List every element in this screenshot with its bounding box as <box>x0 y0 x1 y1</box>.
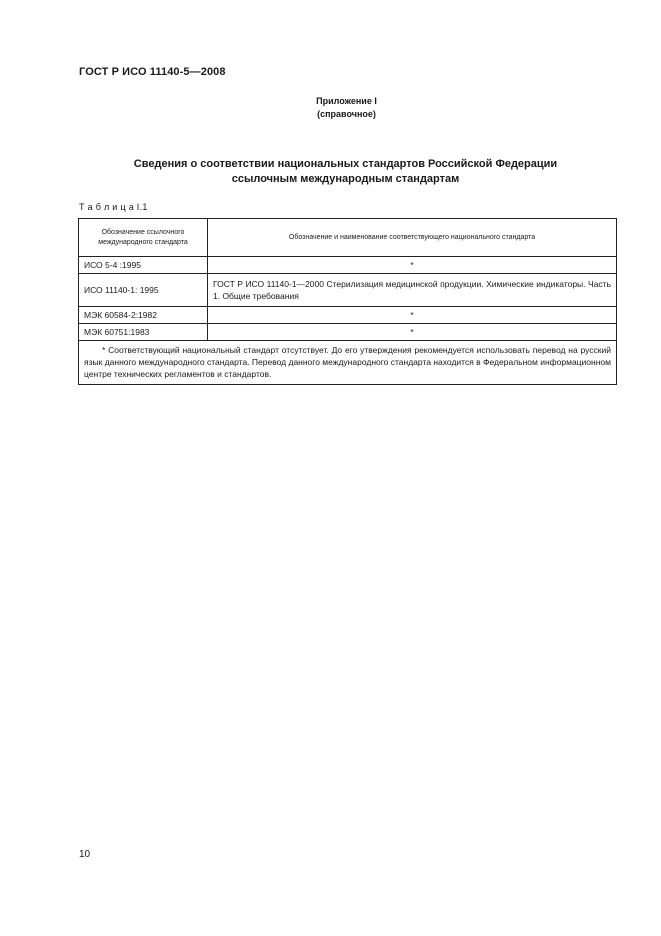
column-header-national: Обозначение и наименование соответствующего национального стандарта <box>208 219 617 257</box>
section-title-line-2: ссылочным международным стандартам <box>231 173 460 185</box>
appendix-title: Приложение I <box>316 96 377 106</box>
table-row <box>79 257 617 274</box>
standards-table <box>78 218 617 385</box>
table-header-row <box>79 219 617 257</box>
national-standard-cell: * <box>208 257 617 274</box>
page-number: 10 <box>79 849 91 860</box>
international-standard-cell: ИСО 5-4 :1995 <box>79 257 208 274</box>
international-standard-cell: ИСО 11140-1: 1995 <box>79 274 208 307</box>
column-header-international: Обозначение ссылочного международного стандарта <box>79 219 208 257</box>
table-row <box>79 324 617 341</box>
national-standard-cell: ГОСТ Р ИСО 11140-1—2000 Стерилизация медицинской продукции. Химические индикаторы. Часть 1. Общие требования <box>208 274 617 307</box>
international-standard-cell: МЭК 60584-2:1982 <box>79 307 208 324</box>
national-standard-cell: * <box>208 307 617 324</box>
national-standard-cell: * <box>208 324 617 341</box>
table-footnote-text: * Соответствующий национальный стандарт отсутствует. До его утверждения рекомендуется использовать перевод на русский язык данного международного стандарта. Перевод данного международного стандарта находится в Федеральном информационном центре технических регламентов и стандартов. <box>84 345 611 379</box>
appendix-heading <box>0 95 661 121</box>
table-footnote-row <box>79 341 617 385</box>
table-row <box>79 274 617 307</box>
international-standard-cell: МЭК 60751:1983 <box>79 324 208 341</box>
table-footnote <box>79 341 617 385</box>
section-title-line-1: Сведения о соответствии национальных стандартов Российской Федерации <box>133 158 558 170</box>
section-title <box>0 157 661 187</box>
document-header: ГОСТ Р ИСО 11140-5—2008 <box>79 66 226 78</box>
appendix-subtitle: (справочное) <box>317 109 376 119</box>
table-caption: Т а б л и ц а I.1 <box>79 202 148 212</box>
table-row <box>79 307 617 324</box>
